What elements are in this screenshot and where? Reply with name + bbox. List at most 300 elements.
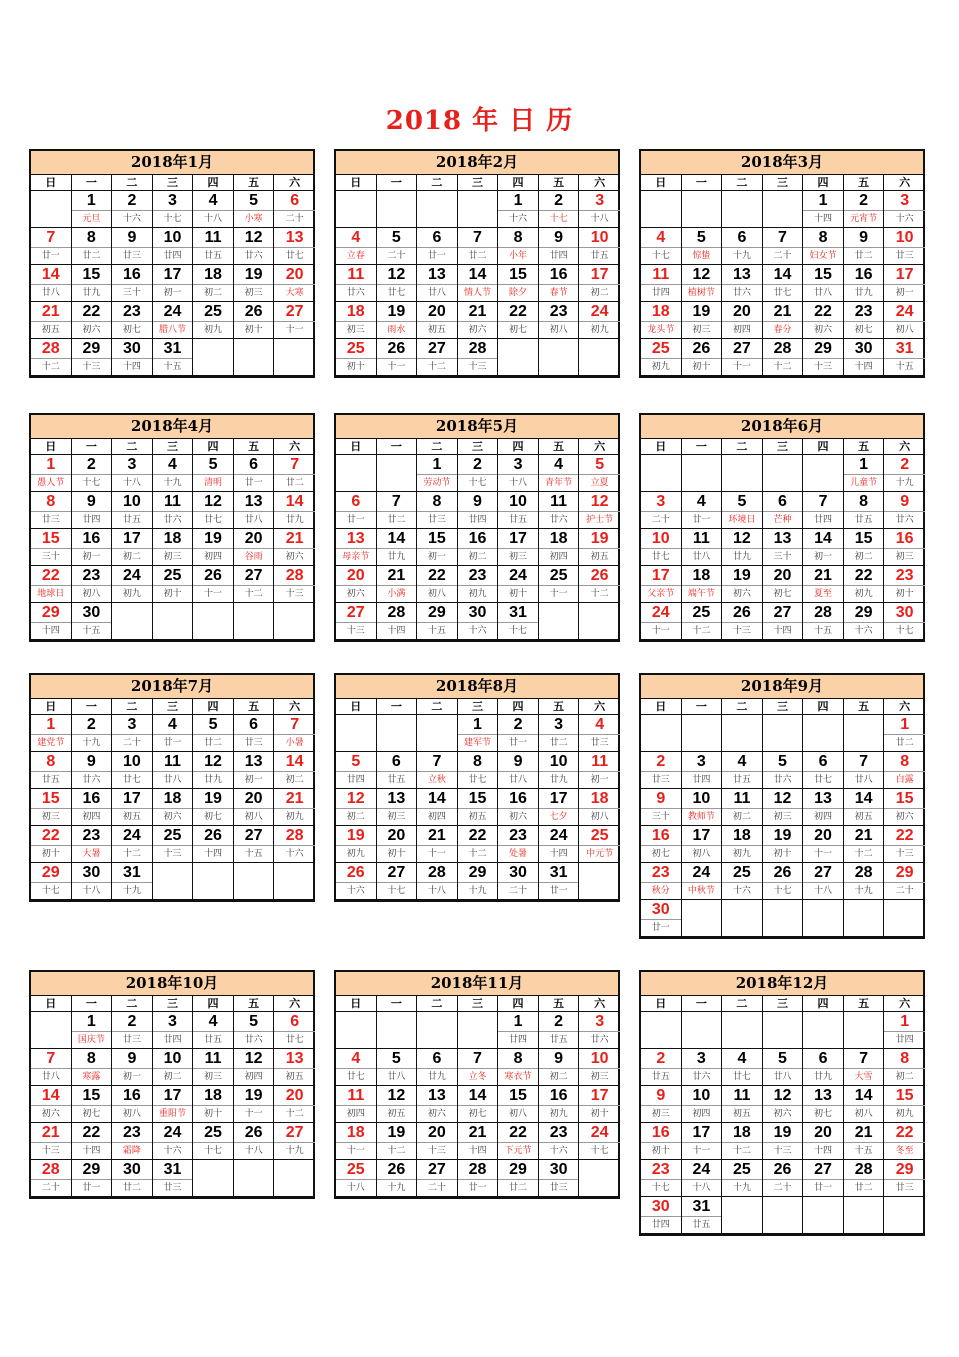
day-cell xyxy=(579,1086,620,1123)
weekday-header xyxy=(31,439,313,455)
month-calendar xyxy=(29,673,315,902)
day-number: 9 xyxy=(127,229,137,246)
lunar-date: 初三 xyxy=(193,1068,233,1086)
lunar-date: 初八 xyxy=(417,585,457,603)
lunar-date: 大暑 xyxy=(72,845,112,863)
weekday-label: 三 xyxy=(458,439,499,454)
day-cell xyxy=(579,228,620,265)
lunar-date: 十六 xyxy=(884,210,925,228)
empty-number xyxy=(844,715,884,734)
day-cell xyxy=(539,1123,580,1160)
day-number: 8 xyxy=(46,493,56,510)
lunar-date: 初六 xyxy=(722,585,762,603)
weekday-label: 一 xyxy=(377,175,418,190)
lunar-date: 初六 xyxy=(417,1105,457,1123)
day-cell xyxy=(498,789,539,826)
day-cell xyxy=(722,1086,763,1123)
lunar-date: 廿六 xyxy=(72,771,112,789)
empty-cell xyxy=(193,863,234,900)
day-number: 5 xyxy=(778,753,787,770)
lunar-date: 廿五 xyxy=(498,511,538,529)
day-cell xyxy=(112,492,153,529)
day-cell xyxy=(722,529,763,566)
day-cell xyxy=(722,566,763,603)
day-number: 16 xyxy=(549,266,568,283)
day-cell xyxy=(498,1123,539,1160)
day-cell xyxy=(112,789,153,826)
day-cell xyxy=(458,752,499,789)
day-number: 3 xyxy=(656,493,666,510)
lunar-date: 十三 xyxy=(72,358,112,376)
lunar-date: 初二 xyxy=(274,771,315,789)
lunar-date: 清明 xyxy=(193,474,233,492)
day-cell xyxy=(803,566,844,603)
lunar-date: 十八 xyxy=(72,882,112,900)
empty-number xyxy=(641,191,681,210)
empty-cell xyxy=(336,191,377,228)
lunar-date: 十四 xyxy=(803,1142,843,1160)
day-cell xyxy=(884,228,925,265)
weekday-label: 日 xyxy=(31,175,72,190)
empty-number xyxy=(193,1160,233,1179)
lunar-date: 十一 xyxy=(193,585,233,603)
lunar-date: 十四 xyxy=(31,622,71,640)
lunar-date: 初二 xyxy=(112,548,152,566)
weekday-label: 六 xyxy=(899,440,911,453)
day-number: 27 xyxy=(814,864,832,881)
lunar-date: 十一 xyxy=(234,1105,274,1123)
day-number: 29 xyxy=(509,1161,527,1178)
day-number: 24 xyxy=(123,827,141,844)
day-number: 1 xyxy=(818,192,828,209)
day-number: 24 xyxy=(692,1161,711,1178)
day-cell xyxy=(112,826,153,863)
lunar-date: 廿七 xyxy=(112,771,152,789)
day-cell xyxy=(31,789,72,826)
empty-lunar xyxy=(884,919,925,936)
lunar-date: 廿六 xyxy=(234,1031,274,1049)
lunar-date: 廿八 xyxy=(803,284,843,302)
day-cell xyxy=(153,265,194,302)
day-cell xyxy=(417,789,458,826)
day-cell xyxy=(377,492,418,529)
lunar-date: 十二 xyxy=(763,358,803,376)
lunar-date: 十六 xyxy=(336,882,376,900)
day-cell xyxy=(763,1123,804,1160)
day-cell xyxy=(112,455,153,492)
lunar-date: 廿三 xyxy=(417,511,457,529)
day-number: 13 xyxy=(346,530,365,547)
day-cell xyxy=(153,339,194,376)
lunar-date: 三十 xyxy=(31,548,71,566)
day-number: 16 xyxy=(651,827,670,844)
lunar-date: 初三 xyxy=(682,321,722,339)
weekday-label: 三 xyxy=(458,996,499,1011)
day-cell xyxy=(763,228,804,265)
day-number: 27 xyxy=(428,1161,446,1178)
lunar-date: 廿三 xyxy=(539,1179,579,1197)
day-number: 29 xyxy=(854,604,873,621)
empty-lunar xyxy=(234,622,274,639)
lunar-date: 植树节 xyxy=(682,284,722,302)
day-cell xyxy=(498,1160,539,1197)
empty-number xyxy=(539,339,579,358)
empty-cell xyxy=(722,900,763,937)
day-cell xyxy=(682,1086,723,1123)
day-number: 6 xyxy=(818,1050,828,1067)
lunar-date: 廿七 xyxy=(641,548,681,566)
empty-number xyxy=(803,1012,843,1031)
lunar-date: 三十 xyxy=(641,808,681,826)
day-cell xyxy=(682,1160,723,1197)
day-number: 20 xyxy=(773,567,792,584)
day-number: 12 xyxy=(733,530,751,547)
day-number: 26 xyxy=(204,567,222,584)
day-cell xyxy=(682,228,723,265)
empty-number xyxy=(336,1012,376,1031)
day-cell xyxy=(417,566,458,603)
day-number: 10 xyxy=(692,1087,711,1104)
day-number: 18 xyxy=(163,790,182,807)
weekday-label: 六 xyxy=(899,700,911,713)
day-number: 13 xyxy=(285,1050,304,1067)
day-cell xyxy=(112,715,153,752)
lunar-date: 廿四 xyxy=(803,511,843,529)
day-cell xyxy=(153,789,194,826)
day-number: 19 xyxy=(590,530,609,547)
day-number: 4 xyxy=(737,1050,747,1067)
day-cell xyxy=(498,715,539,752)
lunar-date: 二十 xyxy=(763,1179,803,1197)
day-cell xyxy=(31,1086,72,1123)
day-number: 7 xyxy=(432,753,442,770)
empty-cell xyxy=(803,455,844,492)
day-number: 21 xyxy=(285,790,304,807)
day-number: 13 xyxy=(773,530,792,547)
lunar-date: 小满 xyxy=(377,585,417,603)
day-number: 5 xyxy=(249,192,259,209)
day-number: 27 xyxy=(773,604,792,621)
day-number: 18 xyxy=(733,1124,751,1141)
empty-number xyxy=(417,715,457,734)
day-cell xyxy=(884,789,925,826)
day-number: 12 xyxy=(387,1087,406,1104)
day-number: 20 xyxy=(814,827,832,844)
week-row xyxy=(641,455,923,492)
weekday-label: 六 xyxy=(899,176,911,189)
day-number: 18 xyxy=(692,567,711,584)
empty-cell xyxy=(763,900,804,937)
lunar-date: 十二 xyxy=(682,622,722,640)
day-number: 10 xyxy=(651,530,670,547)
lunar-date: 初五 xyxy=(274,1068,315,1086)
day-cell xyxy=(153,529,194,566)
day-cell xyxy=(417,1160,458,1197)
lunar-date: 初九 xyxy=(193,321,233,339)
day-cell xyxy=(682,339,723,376)
empty-cell xyxy=(579,1160,620,1197)
day-cell xyxy=(763,826,804,863)
empty-cell xyxy=(682,455,723,492)
lunar-date: 初一 xyxy=(153,284,193,302)
empty-number xyxy=(763,900,803,919)
week-row xyxy=(31,715,313,752)
day-number: 9 xyxy=(86,753,96,770)
day-number: 5 xyxy=(391,1050,401,1067)
day-cell xyxy=(274,529,315,566)
day-number: 10 xyxy=(590,1050,609,1067)
lunar-date: 初七 xyxy=(763,585,803,603)
empty-lunar xyxy=(844,1031,884,1048)
lunar-date: 廿六 xyxy=(153,511,193,529)
lunar-date: 廿六 xyxy=(539,511,579,529)
lunar-date: 初四 xyxy=(234,1068,274,1086)
day-number: 4 xyxy=(168,456,177,473)
day-number: 4 xyxy=(554,456,564,473)
lunar-date: 二十 xyxy=(417,1179,457,1197)
day-number: 22 xyxy=(854,567,873,584)
lunar-date: 十五 xyxy=(417,622,457,640)
week-row xyxy=(336,191,618,228)
weekday-label: 一 xyxy=(682,699,723,714)
day-cell xyxy=(682,529,723,566)
day-cell xyxy=(498,302,539,339)
day-number: 22 xyxy=(82,303,101,320)
weekday-label: 一 xyxy=(682,439,723,454)
lunar-date: 霜降 xyxy=(112,1142,152,1160)
day-cell xyxy=(72,1123,113,1160)
week-row xyxy=(31,826,313,863)
week-row xyxy=(336,339,618,376)
day-number: 25 xyxy=(733,864,751,881)
day-number: 20 xyxy=(733,303,751,320)
empty-number xyxy=(153,863,193,882)
day-number: 6 xyxy=(778,493,787,510)
lunar-date: 十九 xyxy=(722,1179,762,1197)
day-number: 25 xyxy=(204,303,222,320)
week-row xyxy=(31,492,313,529)
day-cell xyxy=(682,1123,723,1160)
empty-cell xyxy=(417,715,458,752)
day-cell xyxy=(234,715,275,752)
week-row xyxy=(31,1012,313,1049)
weekday-label: 一 xyxy=(72,996,113,1011)
lunar-date: 初四 xyxy=(417,808,457,826)
empty-lunar xyxy=(112,622,152,639)
day-cell xyxy=(112,1123,153,1160)
day-number: 12 xyxy=(692,266,711,283)
lunar-date: 廿九 xyxy=(274,511,315,529)
day-cell xyxy=(803,752,844,789)
day-cell xyxy=(193,492,234,529)
weekday-label: 三 xyxy=(458,175,499,190)
week-row xyxy=(31,339,313,376)
empty-number xyxy=(336,455,376,474)
day-cell xyxy=(112,339,153,376)
day-cell xyxy=(153,302,194,339)
day-number: 21 xyxy=(428,827,446,844)
day-number: 28 xyxy=(285,827,304,844)
day-cell xyxy=(539,302,580,339)
day-number: 17 xyxy=(590,266,609,283)
day-number: 5 xyxy=(737,493,747,510)
lunar-date: 初十 xyxy=(31,845,71,863)
day-cell xyxy=(884,826,925,863)
day-number: 15 xyxy=(854,530,873,547)
lunar-date: 廿一 xyxy=(682,511,722,529)
day-cell xyxy=(458,265,499,302)
day-number: 11 xyxy=(347,1087,365,1104)
lunar-date: 初七 xyxy=(803,1105,843,1123)
empty-number xyxy=(884,1197,925,1216)
day-cell xyxy=(72,566,113,603)
lunar-date: 十四 xyxy=(112,358,152,376)
lunar-date: 廿一 xyxy=(153,734,193,752)
month-title: 2018年10月 xyxy=(31,972,313,996)
empty-number xyxy=(274,339,315,358)
empty-lunar xyxy=(377,474,417,491)
lunar-date: 廿二 xyxy=(844,1179,884,1197)
day-number: 7 xyxy=(46,1050,56,1067)
lunar-date: 廿二 xyxy=(884,734,925,752)
empty-number xyxy=(579,863,620,882)
day-number: 30 xyxy=(468,604,487,621)
empty-number xyxy=(844,1012,884,1031)
lunar-date: 十四 xyxy=(72,1142,112,1160)
day-cell xyxy=(31,529,72,566)
lunar-date: 廿四 xyxy=(458,511,498,529)
day-number: 9 xyxy=(900,493,910,510)
day-number: 31 xyxy=(163,1161,182,1178)
empty-cell xyxy=(539,603,580,640)
lunar-date: 十一 xyxy=(641,622,681,640)
weekday-label: 四 xyxy=(498,699,539,714)
day-cell xyxy=(498,529,539,566)
day-number: 25 xyxy=(692,604,711,621)
day-number: 12 xyxy=(773,790,792,807)
day-number: 16 xyxy=(854,266,873,283)
weekday-label: 二 xyxy=(417,996,458,1011)
day-cell xyxy=(682,1049,723,1086)
lunar-date: 十七 xyxy=(763,882,803,900)
lunar-date: 二十 xyxy=(641,511,681,529)
lunar-date: 三十 xyxy=(112,284,152,302)
day-cell xyxy=(72,191,113,228)
lunar-date: 初一 xyxy=(234,771,274,789)
day-cell xyxy=(844,826,885,863)
lunar-date: 十二 xyxy=(722,1142,762,1160)
lunar-date: 十二 xyxy=(234,585,274,603)
lunar-date: 初五 xyxy=(722,1105,762,1123)
day-cell xyxy=(193,228,234,265)
day-number: 15 xyxy=(509,266,527,283)
lunar-date: 廿八 xyxy=(377,1068,417,1086)
day-cell xyxy=(234,1012,275,1049)
day-cell xyxy=(112,1086,153,1123)
day-cell xyxy=(31,752,72,789)
day-number: 23 xyxy=(509,827,527,844)
day-number: 19 xyxy=(733,567,751,584)
weekday-label: 六 xyxy=(594,997,606,1010)
lunar-date: 地球日 xyxy=(31,585,71,603)
lunar-date: 中秋节 xyxy=(682,882,722,900)
day-number: 16 xyxy=(82,530,101,547)
empty-lunar xyxy=(458,210,498,227)
day-number: 6 xyxy=(290,192,300,209)
day-cell xyxy=(641,228,682,265)
lunar-date: 廿六 xyxy=(884,511,925,529)
empty-lunar xyxy=(193,1179,233,1196)
day-cell xyxy=(844,1086,885,1123)
day-cell xyxy=(193,752,234,789)
empty-lunar xyxy=(539,358,579,375)
empty-cell xyxy=(377,1012,418,1049)
lunar-date: 廿八 xyxy=(844,771,884,789)
day-cell xyxy=(579,265,620,302)
day-number: 11 xyxy=(591,753,609,770)
lunar-date: 廿三 xyxy=(641,771,681,789)
lunar-date: 初十 xyxy=(153,585,193,603)
day-cell xyxy=(763,1049,804,1086)
lunar-date: 初三 xyxy=(884,548,925,566)
lunar-date: 十一 xyxy=(417,845,457,863)
empty-lunar xyxy=(274,358,315,375)
empty-lunar xyxy=(844,919,884,936)
lunar-date: 愚人节 xyxy=(31,474,71,492)
month-title: 2018年5月 xyxy=(336,415,618,439)
weekday-label: 三 xyxy=(763,439,804,454)
weekday-label: 六 xyxy=(289,700,301,713)
day-cell xyxy=(336,1123,377,1160)
day-cell xyxy=(458,603,499,640)
lunar-date: 廿四 xyxy=(498,1031,538,1049)
lunar-date: 廿九 xyxy=(722,548,762,566)
weekday-label: 日 xyxy=(31,439,72,454)
day-cell xyxy=(377,863,418,900)
lunar-date: 谷雨 xyxy=(234,548,274,566)
weekday-label: 六 xyxy=(594,700,606,713)
day-number: 26 xyxy=(387,1161,406,1178)
empty-lunar xyxy=(763,210,803,227)
day-number: 6 xyxy=(818,753,828,770)
day-number: 5 xyxy=(778,1050,787,1067)
lunar-date: 初八 xyxy=(112,1105,152,1123)
day-number: 11 xyxy=(164,493,181,510)
lunar-date: 初五 xyxy=(31,321,71,339)
day-number: 26 xyxy=(773,1161,792,1178)
lunar-date: 二十 xyxy=(31,1179,71,1197)
lunar-date: 初五 xyxy=(844,808,884,826)
day-cell xyxy=(803,339,844,376)
day-number: 23 xyxy=(82,827,101,844)
day-cell xyxy=(722,1160,763,1197)
lunar-date: 初三 xyxy=(31,808,71,826)
day-number: 2 xyxy=(554,1013,564,1030)
day-number: 1 xyxy=(900,716,910,733)
day-number: 19 xyxy=(204,790,222,807)
weekday-label: 六 xyxy=(594,176,606,189)
day-cell xyxy=(153,191,194,228)
lunar-date: 廿一 xyxy=(417,247,457,265)
day-number: 14 xyxy=(468,1087,487,1104)
month-calendar xyxy=(29,413,315,642)
empty-lunar xyxy=(682,1031,722,1048)
day-number: 3 xyxy=(513,456,523,473)
lunar-date: 初二 xyxy=(458,548,498,566)
empty-lunar xyxy=(722,210,762,227)
empty-number xyxy=(803,1197,843,1216)
empty-lunar xyxy=(417,734,457,751)
